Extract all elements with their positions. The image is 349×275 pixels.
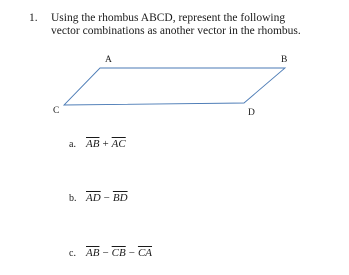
part-b [69, 191, 128, 206]
part-letter: a. [69, 139, 76, 150]
operator: − [128, 247, 135, 259]
vector-term: $\overline{CB}$ [111, 247, 126, 259]
operator: − [102, 247, 109, 259]
vector-term: $\overline{BD}$ [112, 192, 128, 204]
part-a [69, 137, 126, 152]
rhombus-shape [64, 68, 285, 105]
vector-term: $\overline{AD}$ [86, 192, 101, 204]
part-c [69, 246, 152, 261]
vertex-label-c: C [53, 106, 60, 116]
question-number: 1. [29, 12, 38, 24]
vertex-label-a: A [105, 55, 112, 65]
vector-term: $\overline{CA}$ [137, 247, 153, 259]
part-letter: b. [69, 193, 77, 204]
part-letter: c. [69, 248, 76, 259]
question-line-1: Using the rhombus ABCD, represent the following [51, 12, 286, 24]
vertex-label-b: B [281, 55, 288, 65]
operator: − [103, 192, 110, 204]
operator: + [102, 138, 109, 150]
vector-term: $\overline{AB}$ [86, 138, 100, 150]
vector-term: $\overline{AB}$ [86, 247, 100, 259]
question-line-2: vector combinations as another vector in the rhombus. [51, 25, 301, 37]
vertex-label-d: D [248, 108, 255, 118]
vector-term: $\overline{AC}$ [111, 138, 126, 150]
